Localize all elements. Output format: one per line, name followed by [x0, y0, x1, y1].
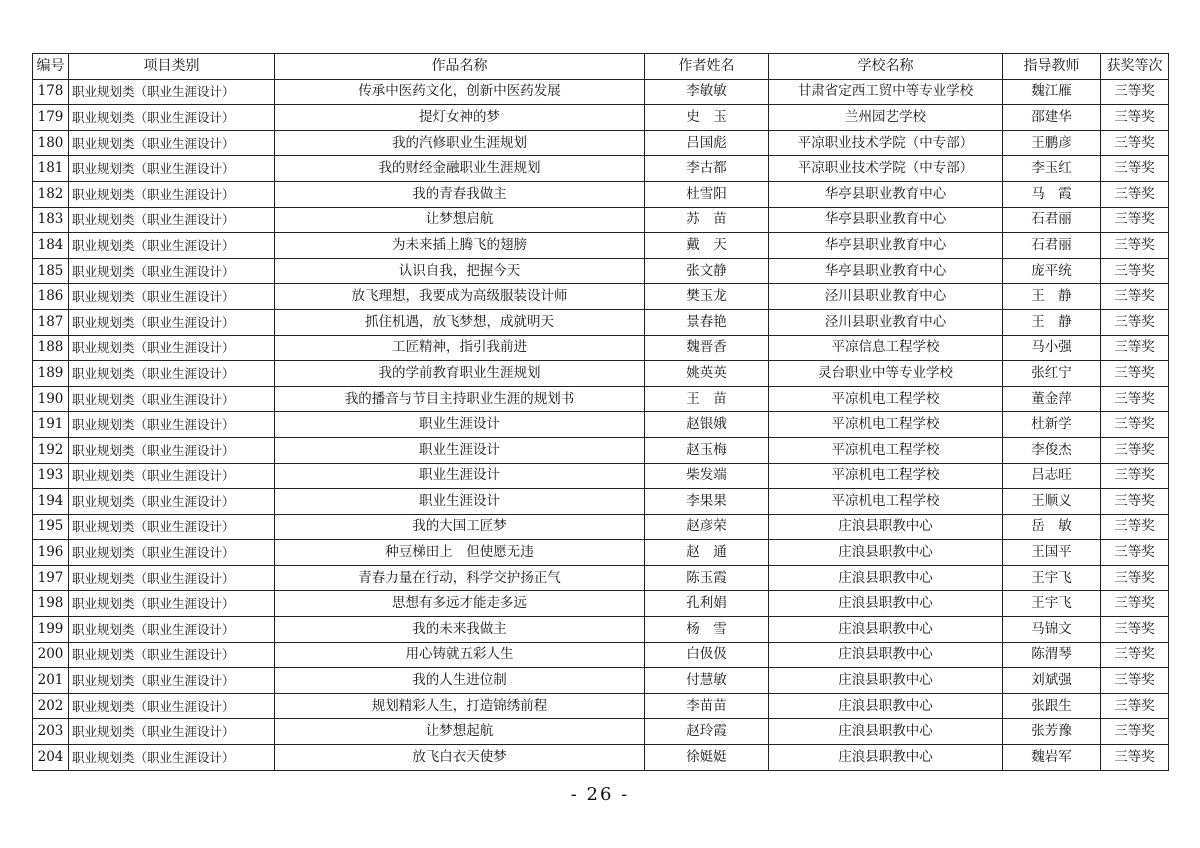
cell-author: 赵彦荣: [645, 514, 769, 540]
cell-author: 吕国彪: [645, 130, 769, 156]
cell-award: 三等奖: [1101, 386, 1169, 412]
cell-category: 职业规划类（职业生涯设计）: [69, 181, 275, 207]
table-row: [33, 79, 1169, 105]
cell-award: 三等奖: [1101, 642, 1169, 668]
cell-school: 平凉职业技术学院（中专部）: [769, 156, 1003, 182]
cell-school: 庄浪县职教中心: [769, 642, 1003, 668]
cell-work-title: 认识自我，把握今天: [275, 258, 645, 284]
cell-number: 179: [33, 105, 69, 131]
cell-award: 三等奖: [1101, 335, 1169, 361]
cell-category: 职业规划类（职业生涯设计）: [69, 284, 275, 310]
cell-teacher: 王顺义: [1003, 489, 1101, 515]
cell-author: 王 苗: [645, 386, 769, 412]
cell-work-title: 职业生涯设计: [275, 437, 645, 463]
table-row: [33, 489, 1169, 515]
cell-number: 190: [33, 386, 69, 412]
cell-work-title: 我的财经金融职业生涯规划: [275, 156, 645, 182]
header-work-title: 作品名称: [275, 54, 645, 80]
cell-author: 戴 天: [645, 233, 769, 259]
cell-teacher: 张红宁: [1003, 361, 1101, 387]
header-author: 作者姓名: [645, 54, 769, 80]
cell-teacher: 马小强: [1003, 335, 1101, 361]
cell-award: 三等奖: [1101, 514, 1169, 540]
cell-school: 平凉机电工程学校: [769, 412, 1003, 438]
cell-school: 庄浪县职教中心: [769, 565, 1003, 591]
cell-author: 李古都: [645, 156, 769, 182]
cell-work-title: 提灯女神的梦: [275, 105, 645, 131]
cell-school: 华亭县职业教育中心: [769, 181, 1003, 207]
cell-number: 202: [33, 693, 69, 719]
cell-school: 庄浪县职教中心: [769, 693, 1003, 719]
cell-school: 庄浪县职教中心: [769, 719, 1003, 745]
cell-category: 职业规划类（职业生涯设计）: [69, 668, 275, 694]
cell-category: 职业规划类（职业生涯设计）: [69, 719, 275, 745]
cell-award: 三等奖: [1101, 719, 1169, 745]
cell-work-title: 种豆梯田上 但使愿无违: [275, 540, 645, 566]
cell-award: 三等奖: [1101, 412, 1169, 438]
cell-category: 职业规划类（职业生涯设计）: [69, 105, 275, 131]
cell-number: 195: [33, 514, 69, 540]
cell-teacher: 王 静: [1003, 284, 1101, 310]
cell-teacher: 李俊杰: [1003, 437, 1101, 463]
cell-award: 三等奖: [1101, 284, 1169, 310]
cell-teacher: 魏江雁: [1003, 79, 1101, 105]
cell-school: 平凉机电工程学校: [769, 489, 1003, 515]
cell-school: 华亭县职业教育中心: [769, 207, 1003, 233]
cell-category: 职业规划类（职业生涯设计）: [69, 565, 275, 591]
cell-author: 魏晋香: [645, 335, 769, 361]
cell-number: 199: [33, 617, 69, 643]
cell-number: 178: [33, 79, 69, 105]
cell-category: 职业规划类（职业生涯设计）: [69, 617, 275, 643]
table-row: [33, 233, 1169, 259]
cell-category: 职业规划类（职业生涯设计）: [69, 361, 275, 387]
table-row: [33, 156, 1169, 182]
cell-teacher: 王 静: [1003, 309, 1101, 335]
cell-teacher: 马 霞: [1003, 181, 1101, 207]
cell-award: 三等奖: [1101, 540, 1169, 566]
cell-number: 189: [33, 361, 69, 387]
table-row: [33, 207, 1169, 233]
cell-number: 203: [33, 719, 69, 745]
cell-award: 三等奖: [1101, 258, 1169, 284]
cell-work-title: 我的学前教育职业生涯规划: [275, 361, 645, 387]
cell-category: 职业规划类（职业生涯设计）: [69, 233, 275, 259]
cell-school: 庄浪县职教中心: [769, 540, 1003, 566]
cell-category: 职业规划类（职业生涯设计）: [69, 156, 275, 182]
cell-school: 泾川县职业教育中心: [769, 284, 1003, 310]
cell-award: 三等奖: [1101, 130, 1169, 156]
table-row: [33, 335, 1169, 361]
cell-category: 职业规划类（职业生涯设计）: [69, 130, 275, 156]
cell-category: 职业规划类（职业生涯设计）: [69, 540, 275, 566]
table-header-row: [33, 54, 1169, 80]
cell-number: 197: [33, 565, 69, 591]
cell-teacher: 王国平: [1003, 540, 1101, 566]
cell-teacher: 岳 敏: [1003, 514, 1101, 540]
cell-teacher: 王鹏彦: [1003, 130, 1101, 156]
cell-work-title: 职业生涯设计: [275, 489, 645, 515]
cell-teacher: 石君丽: [1003, 207, 1101, 233]
cell-teacher: 张芳豫: [1003, 719, 1101, 745]
cell-category: 职业规划类（职业生涯设计）: [69, 335, 275, 361]
cell-author: 张文静: [645, 258, 769, 284]
cell-author: 赵玉梅: [645, 437, 769, 463]
cell-award: 三等奖: [1101, 437, 1169, 463]
table-row: [33, 463, 1169, 489]
cell-award: 三等奖: [1101, 233, 1169, 259]
cell-award: 三等奖: [1101, 463, 1169, 489]
cell-school: 兰州园艺学校: [769, 105, 1003, 131]
cell-school: 平凉机电工程学校: [769, 386, 1003, 412]
table-row: [33, 309, 1169, 335]
cell-award: 三等奖: [1101, 668, 1169, 694]
cell-number: 194: [33, 489, 69, 515]
cell-author: 赵 通: [645, 540, 769, 566]
cell-work-title: 让梦想启航: [275, 207, 645, 233]
cell-work-title: 规划精彩人生，打造锦绣前程: [275, 693, 645, 719]
table-row: [33, 284, 1169, 310]
header-award: 获奖等次: [1101, 54, 1169, 80]
cell-work-title: 传承中医药文化，创新中医药发展: [275, 79, 645, 105]
cell-school: 华亭县职业教育中心: [769, 233, 1003, 259]
cell-teacher: 吕志旺: [1003, 463, 1101, 489]
cell-teacher: 庞平统: [1003, 258, 1101, 284]
cell-teacher: 王宇飞: [1003, 591, 1101, 617]
cell-work-title: 抓住机遇，放飞梦想，成就明天: [275, 309, 645, 335]
cell-number: 184: [33, 233, 69, 259]
cell-work-title: 为未来插上腾飞的翅膀: [275, 233, 645, 259]
cell-school: 平凉机电工程学校: [769, 437, 1003, 463]
cell-category: 职业规划类（职业生涯设计）: [69, 745, 275, 771]
cell-award: 三等奖: [1101, 565, 1169, 591]
cell-category: 职业规划类（职业生涯设计）: [69, 642, 275, 668]
cell-award: 三等奖: [1101, 617, 1169, 643]
table-row: [33, 540, 1169, 566]
cell-category: 职业规划类（职业生涯设计）: [69, 437, 275, 463]
cell-work-title: 让梦想起航: [275, 719, 645, 745]
cell-work-title: 我的青春我做主: [275, 181, 645, 207]
cell-category: 职业规划类（职业生涯设计）: [69, 309, 275, 335]
cell-work-title: 思想有多远才能走多远: [275, 591, 645, 617]
cell-category: 职业规划类（职业生涯设计）: [69, 258, 275, 284]
cell-author: 白伋伋: [645, 642, 769, 668]
cell-school: 泾川县职业教育中心: [769, 309, 1003, 335]
cell-teacher: 马锦文: [1003, 617, 1101, 643]
cell-teacher: 石君丽: [1003, 233, 1101, 259]
cell-award: 三等奖: [1101, 105, 1169, 131]
table-row: [33, 642, 1169, 668]
header-teacher: 指导教师: [1003, 54, 1101, 80]
cell-number: 193: [33, 463, 69, 489]
cell-category: 职业规划类（职业生涯设计）: [69, 489, 275, 515]
page-number: - 26 -: [570, 784, 630, 805]
cell-school: 灵台职业中等专业学校: [769, 361, 1003, 387]
cell-teacher: 张跟生: [1003, 693, 1101, 719]
cell-author: 史 玉: [645, 105, 769, 131]
cell-number: 188: [33, 335, 69, 361]
cell-author: 付慧敏: [645, 668, 769, 694]
cell-work-title: 我的人生进位制: [275, 668, 645, 694]
cell-work-title: 我的未来我做主: [275, 617, 645, 643]
awards-table: [32, 53, 1169, 771]
cell-work-title: 职业生涯设计: [275, 463, 645, 489]
cell-number: 200: [33, 642, 69, 668]
table-row: [33, 258, 1169, 284]
cell-category: 职业规划类（职业生涯设计）: [69, 386, 275, 412]
cell-number: 182: [33, 181, 69, 207]
cell-school: 庄浪县职教中心: [769, 668, 1003, 694]
cell-school: 平凉职业技术学院（中专部）: [769, 130, 1003, 156]
cell-category: 职业规划类（职业生涯设计）: [69, 79, 275, 105]
cell-number: 181: [33, 156, 69, 182]
cell-category: 职业规划类（职业生涯设计）: [69, 463, 275, 489]
cell-school: 华亭县职业教育中心: [769, 258, 1003, 284]
cell-number: 185: [33, 258, 69, 284]
cell-work-title: 职业生涯设计: [275, 412, 645, 438]
cell-number: 204: [33, 745, 69, 771]
cell-number: 201: [33, 668, 69, 694]
cell-award: 三等奖: [1101, 156, 1169, 182]
cell-number: 192: [33, 437, 69, 463]
cell-award: 三等奖: [1101, 361, 1169, 387]
cell-school: 庄浪县职教中心: [769, 514, 1003, 540]
table-row: [33, 693, 1169, 719]
cell-award: 三等奖: [1101, 207, 1169, 233]
cell-work-title: 我的播音与节目主持职业生涯的规划书: [275, 386, 645, 412]
cell-author: 李果果: [645, 489, 769, 515]
cell-award: 三等奖: [1101, 591, 1169, 617]
cell-school: 甘肃省定西工贸中等专业学校: [769, 79, 1003, 105]
cell-school: 庄浪县职教中心: [769, 591, 1003, 617]
cell-author: 陈玉霞: [645, 565, 769, 591]
cell-work-title: 放飞理想，我要成为高级服装设计师: [275, 284, 645, 310]
cell-number: 187: [33, 309, 69, 335]
cell-number: 198: [33, 591, 69, 617]
cell-school: 平凉信息工程学校: [769, 335, 1003, 361]
cell-author: 赵银娥: [645, 412, 769, 438]
table-row: [33, 130, 1169, 156]
cell-category: 职业规划类（职业生涯设计）: [69, 207, 275, 233]
cell-author: 杨 雪: [645, 617, 769, 643]
cell-work-title: 放飞白衣天使梦: [275, 745, 645, 771]
table-row: [33, 514, 1169, 540]
cell-teacher: 王宇飞: [1003, 565, 1101, 591]
header-category: 项目类别: [69, 54, 275, 80]
cell-award: 三等奖: [1101, 745, 1169, 771]
cell-teacher: 陈渭琴: [1003, 642, 1101, 668]
cell-author: 景春艳: [645, 309, 769, 335]
cell-category: 职业规划类（职业生涯设计）: [69, 591, 275, 617]
cell-number: 180: [33, 130, 69, 156]
cell-work-title: 我的大国工匠梦: [275, 514, 645, 540]
cell-author: 李敏敏: [645, 79, 769, 105]
table-row: [33, 668, 1169, 694]
table-row: [33, 105, 1169, 131]
cell-teacher: 杜新学: [1003, 412, 1101, 438]
table-row: [33, 745, 1169, 771]
table-row: [33, 361, 1169, 387]
table-row: [33, 617, 1169, 643]
cell-author: 李苗苗: [645, 693, 769, 719]
cell-author: 姚英英: [645, 361, 769, 387]
table-row: [33, 719, 1169, 745]
cell-number: 183: [33, 207, 69, 233]
cell-award: 三等奖: [1101, 309, 1169, 335]
cell-category: 职业规划类（职业生涯设计）: [69, 693, 275, 719]
cell-author: 苏 苗: [645, 207, 769, 233]
cell-work-title: 我的汽修职业生涯规划: [275, 130, 645, 156]
cell-author: 杜雪阳: [645, 181, 769, 207]
table-row: [33, 412, 1169, 438]
cell-author: 徐娗娗: [645, 745, 769, 771]
header-number: 编号: [33, 54, 69, 80]
cell-number: 186: [33, 284, 69, 310]
cell-work-title: 工匠精神，指引我前进: [275, 335, 645, 361]
cell-school: 庄浪县职教中心: [769, 745, 1003, 771]
table-row: [33, 565, 1169, 591]
cell-award: 三等奖: [1101, 693, 1169, 719]
header-school: 学校名称: [769, 54, 1003, 80]
cell-teacher: 魏岩军: [1003, 745, 1101, 771]
cell-author: 孔利娟: [645, 591, 769, 617]
cell-number: 196: [33, 540, 69, 566]
cell-award: 三等奖: [1101, 489, 1169, 515]
cell-school: 庄浪县职教中心: [769, 617, 1003, 643]
cell-teacher: 李玉红: [1003, 156, 1101, 182]
cell-work-title: 青春力量在行动，科学交护扬正气: [275, 565, 645, 591]
cell-teacher: 刘斌强: [1003, 668, 1101, 694]
table-row: [33, 386, 1169, 412]
table-row: [33, 437, 1169, 463]
cell-category: 职业规划类（职业生涯设计）: [69, 412, 275, 438]
cell-teacher: 董金萍: [1003, 386, 1101, 412]
table-row: [33, 181, 1169, 207]
cell-author: 柴发端: [645, 463, 769, 489]
cell-teacher: 邵建华: [1003, 105, 1101, 131]
cell-author: 樊玉龙: [645, 284, 769, 310]
table-row: [33, 591, 1169, 617]
cell-award: 三等奖: [1101, 181, 1169, 207]
cell-category: 职业规划类（职业生涯设计）: [69, 514, 275, 540]
cell-award: 三等奖: [1101, 79, 1169, 105]
cell-school: 平凉机电工程学校: [769, 463, 1003, 489]
cell-number: 191: [33, 412, 69, 438]
cell-work-title: 用心铸就五彩人生: [275, 642, 645, 668]
cell-author: 赵玲霞: [645, 719, 769, 745]
